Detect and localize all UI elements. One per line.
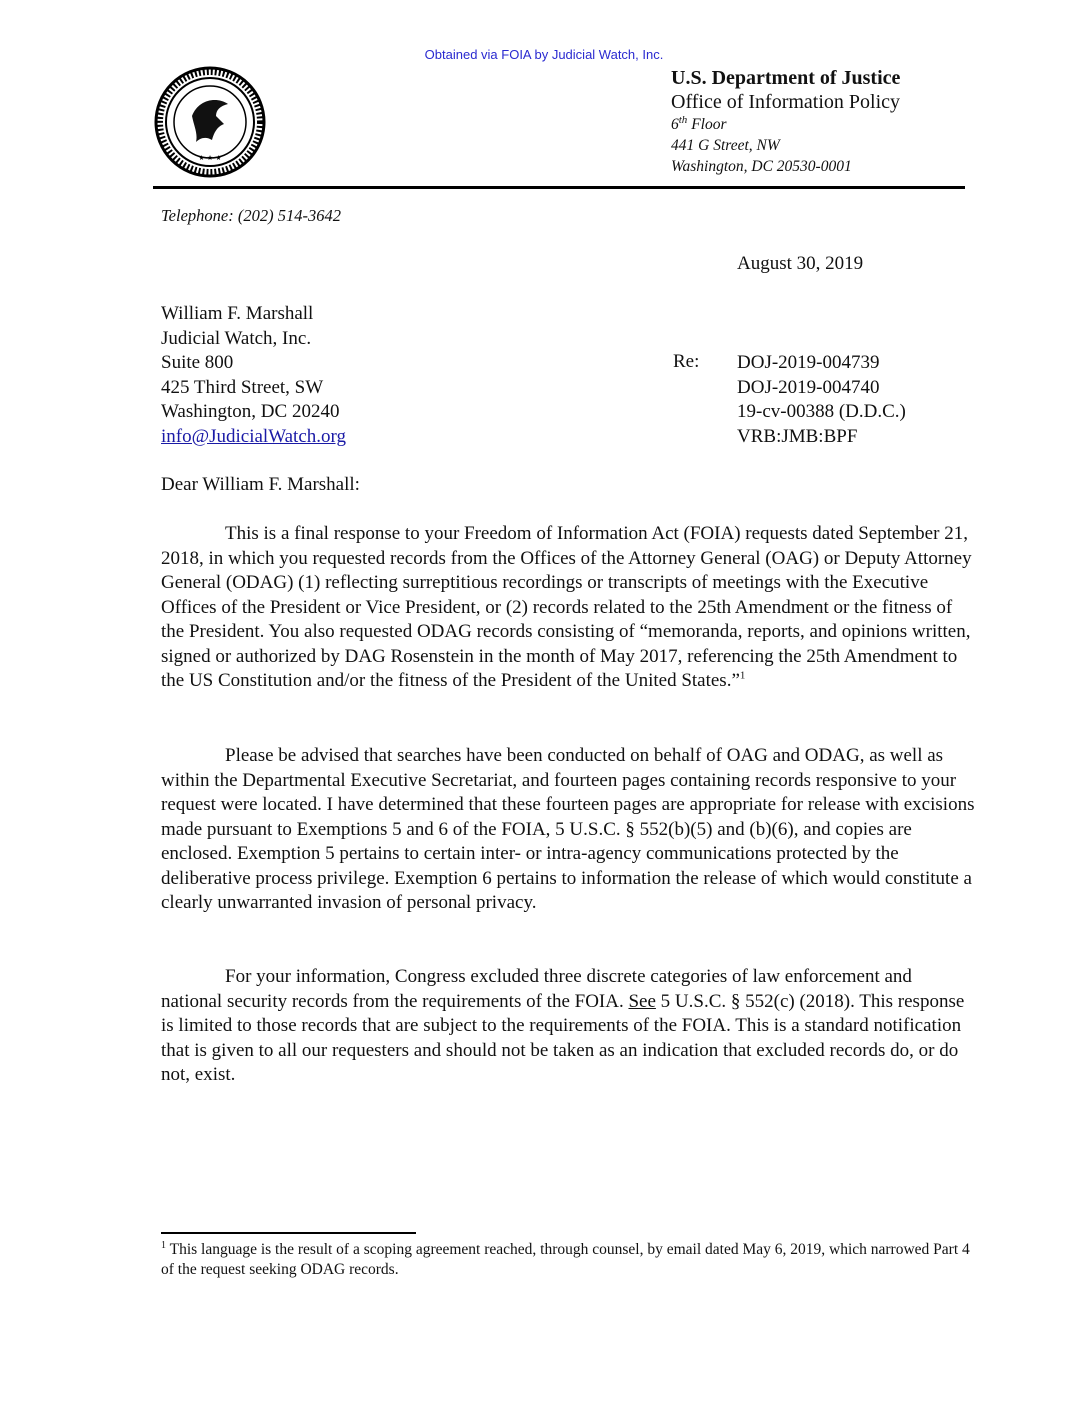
- body-paragraph-1: [161, 522, 976, 694]
- reference-numbers: [737, 351, 906, 449]
- agency-letterhead: [671, 66, 900, 177]
- recipient-city: Washington, DC 20240: [161, 401, 340, 422]
- telephone: Telephone: (202) 514-3642: [161, 206, 341, 225]
- footnote-text: This language is the result of a scoping agreement reached, through counsel, by email dated May 6, 2019, which narrowed Part 4 of the request seeking ODAG records.: [161, 1241, 970, 1278]
- body-paragraph-3: [161, 965, 976, 1088]
- recipient-email-link[interactable]: info@JudicialWatch.org: [161, 425, 346, 447]
- see-citation-signal: See: [628, 990, 656, 1012]
- recipient-name: William F. Marshall: [161, 303, 314, 324]
- recipient-organization: Judicial Watch, Inc.: [161, 327, 312, 349]
- agency-street: 441 G Street, NW: [671, 137, 780, 154]
- footnote: [161, 1240, 976, 1280]
- paragraph-text: This is a final response to your Freedom of Information Act (FOIA) requests dated September 21, 2018, in which you requested records from the Offices of the Attorney General (OAG) or Deputy Attorney General (ODAG) (1) reflecting surreptitious recordings or transcripts of meetings with the Executive Offices of the President or Vice President, or (2) records related to the 25th Amendment or the fitness of the President. You also requested ODAG records consisting of “memoranda, reports, and opinions written, signed or authorized by DAG Rosenstein in the month of May 2017, referencing the 25th Amendment to the US Constitution and/or the fitness of the President of the United States.”: [161, 523, 972, 691]
- body-paragraph-2: Please be advised that searches have been conducted on behalf of OAG and ODAG, as well as within the Departmental Executive Secretariat, and fourteen pages containing records responsive to your request were located. I have determined that these fourteen pages are appropriate for release with excisions made pursuant to Exemptions 5 and 6 of the FOIA, 5 U.S.C. § 552(b)(5) and (b)(6), and copies are enclosed. Exemption 5 pertains to certain inter- or intra-agency communications protected by the deliberative process privilege. Exemption 6 pertains to information the release of which would constitute a clearly unwarranted invasion of personal privacy.: [161, 745, 975, 913]
- recipient-street: 425 Third Street, SW: [161, 376, 324, 398]
- svg-text:★ ★ ★: ★ ★ ★: [198, 154, 222, 162]
- agency-city: Washington, DC 20530-0001: [671, 158, 852, 175]
- floor-suffix: th: [678, 113, 688, 126]
- letter-date: August 30, 2019: [737, 253, 864, 274]
- reference-label: Re:: [673, 351, 700, 372]
- reference-line: DOJ-2019-004739: [737, 352, 880, 373]
- foia-watermark: Obtained via FOIA by Judicial Watch, Inc.: [424, 47, 664, 62]
- recipient-address: [161, 302, 346, 449]
- paragraph-text: 5 U.S.C. § 552(c) (2018). This response is limited to those records that are subject to the requirements of the FOIA. This is a standard notification that is given to all our requesters and should not be taken as an indication that excluded records do, or do not, exist.: [161, 990, 965, 1085]
- paragraph-text: For your information, Congress excluded three discrete categories of law enforcement and national security records from the requirements of the FOIA.: [161, 966, 912, 1012]
- reference-line: VRB:JMB:BPF: [737, 425, 858, 447]
- letterhead-divider: [153, 186, 965, 189]
- reference-line: DOJ-2019-004740: [737, 376, 880, 398]
- floor-number: 6: [671, 116, 679, 133]
- reference-line: 19-cv-00388 (D.D.C.): [737, 401, 906, 422]
- department-name: U.S. Department of Justice: [671, 67, 901, 89]
- footnote-number: 1: [161, 1239, 166, 1251]
- office-name: Office of Information Policy: [671, 91, 901, 113]
- footnote-reference: 1: [739, 669, 746, 682]
- recipient-suite: Suite 800: [161, 352, 234, 373]
- floor-word: Floor: [691, 116, 727, 133]
- salutation: Dear William F. Marshall:: [161, 474, 360, 495]
- footnote-divider: [161, 1232, 416, 1234]
- agency-floor: [671, 114, 900, 135]
- doj-seal-icon: [154, 66, 266, 178]
